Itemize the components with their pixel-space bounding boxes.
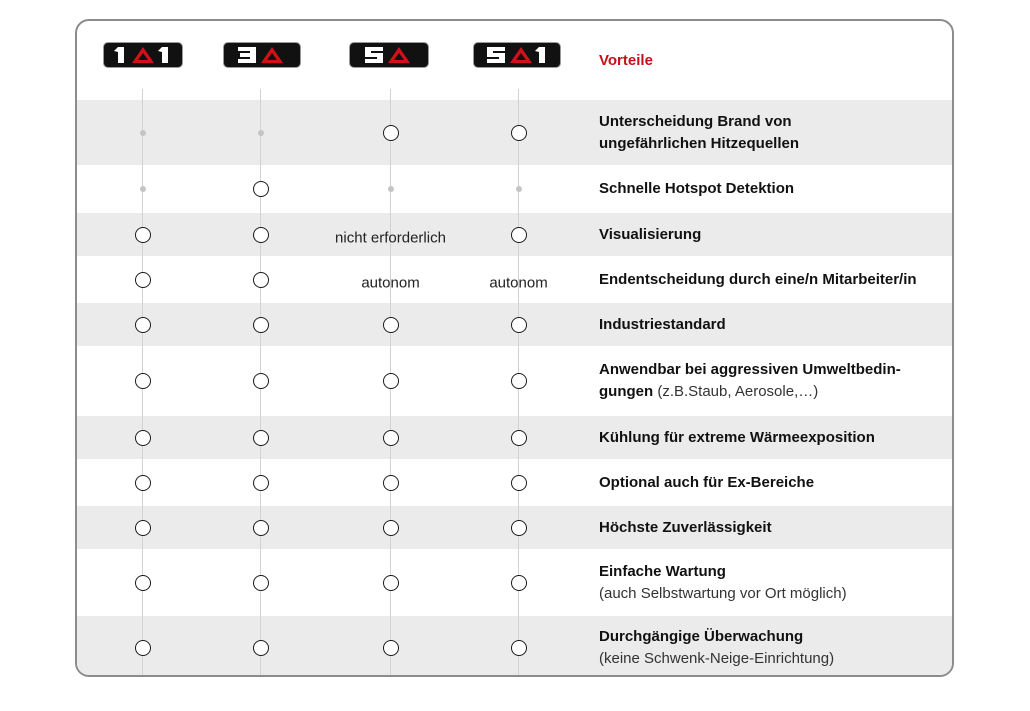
advantage-subtitle: (keine Schwenk-Neige-Einrichtung) bbox=[599, 649, 835, 667]
feature-circle bbox=[383, 520, 399, 536]
advantages-header: Vorteile bbox=[599, 52, 653, 69]
advantage-label bbox=[599, 472, 949, 494]
advantage-label bbox=[599, 427, 949, 449]
feature-circle bbox=[253, 227, 269, 243]
feature-circle bbox=[253, 272, 269, 288]
badge-5a1 bbox=[473, 42, 561, 68]
feature-circle bbox=[253, 640, 269, 656]
feature-circle bbox=[135, 430, 151, 446]
comparison-table bbox=[75, 19, 954, 677]
feature-circle bbox=[511, 373, 527, 389]
feature-circle bbox=[383, 317, 399, 333]
feature-circle bbox=[511, 475, 527, 491]
logo-1a1-icon bbox=[112, 46, 174, 64]
advantage-subtitle: (z.B.Staub, Aerosole,…) bbox=[653, 383, 819, 400]
feature-circle bbox=[383, 475, 399, 491]
advantage-title: Einfache Wartung bbox=[599, 562, 726, 580]
feature-dot bbox=[516, 186, 522, 192]
feature-note: autonom bbox=[489, 274, 548, 291]
advantage-subtitle: (auch Selbstwartung vor Ort möglich) bbox=[599, 584, 847, 602]
feature-circle bbox=[511, 520, 527, 536]
feature-circle bbox=[383, 125, 399, 141]
feature-circle bbox=[511, 125, 527, 141]
feature-circle bbox=[383, 575, 399, 591]
feature-circle bbox=[135, 373, 151, 389]
feature-dot bbox=[140, 130, 146, 136]
feature-circle bbox=[383, 430, 399, 446]
feature-dot bbox=[258, 130, 264, 136]
advantage-title: Anwendbar bei aggressiven Umweltbedin- bbox=[599, 361, 901, 378]
feature-note: nicht erforderlich bbox=[335, 229, 446, 246]
advantage-label bbox=[599, 359, 949, 403]
advantage-title-cont: ungefährlichen Hitzequellen bbox=[599, 134, 800, 152]
feature-circle bbox=[253, 181, 269, 197]
feature-circle bbox=[135, 317, 151, 333]
advantage-title: Endentscheidung durch eine/n Mitarbeiter/in bbox=[599, 270, 917, 288]
feature-circle bbox=[253, 430, 269, 446]
advantage-title: Industriestandard bbox=[599, 315, 726, 333]
feature-circle bbox=[511, 317, 527, 333]
advantage-title: Optional auch für Ex-Bereiche bbox=[599, 473, 815, 491]
feature-circle bbox=[135, 272, 151, 288]
logo-5a1-icon bbox=[485, 46, 549, 64]
advantage-title: Kühlung für extreme Wärmeexposition bbox=[599, 428, 875, 446]
logo-5a-icon bbox=[363, 46, 415, 64]
advantage-title: Durchgängige Überwachung bbox=[599, 627, 804, 645]
badge-5a bbox=[349, 42, 429, 68]
advantage-title: Höchste Zuverlässigkeit bbox=[599, 518, 772, 536]
feature-circle bbox=[135, 520, 151, 536]
feature-dot bbox=[388, 186, 394, 192]
advantage-label bbox=[599, 561, 949, 605]
advantage-label bbox=[599, 111, 949, 155]
feature-circle bbox=[253, 575, 269, 591]
advantage-label bbox=[599, 269, 949, 291]
advantage-title: Schnelle Hotspot Detektion bbox=[599, 180, 795, 197]
advantage-title: Visualisierung bbox=[599, 225, 702, 243]
advantage-label bbox=[599, 517, 949, 539]
advantage-label bbox=[599, 314, 949, 336]
advantage-label bbox=[599, 178, 949, 200]
advantage-title-cont: gungen bbox=[599, 383, 654, 400]
feature-circle bbox=[253, 475, 269, 491]
feature-circle bbox=[511, 227, 527, 243]
advantage-title: Unterscheidung Brand von bbox=[599, 112, 792, 130]
feature-circle bbox=[383, 640, 399, 656]
feature-circle bbox=[135, 475, 151, 491]
feature-circle bbox=[253, 520, 269, 536]
feature-circle bbox=[511, 430, 527, 446]
feature-circle bbox=[253, 373, 269, 389]
feature-note: autonom bbox=[361, 274, 420, 291]
badge-1a1 bbox=[103, 42, 183, 68]
advantage-label bbox=[599, 224, 949, 246]
badge-3a bbox=[223, 42, 301, 68]
feature-dot bbox=[140, 186, 146, 192]
logo-3a-icon bbox=[236, 46, 288, 64]
feature-circle bbox=[135, 640, 151, 656]
feature-circle bbox=[511, 640, 527, 656]
feature-circle bbox=[135, 575, 151, 591]
feature-circle bbox=[253, 317, 269, 333]
feature-circle bbox=[383, 373, 399, 389]
feature-circle bbox=[511, 575, 527, 591]
feature-circle bbox=[135, 227, 151, 243]
advantage-label bbox=[599, 626, 949, 670]
